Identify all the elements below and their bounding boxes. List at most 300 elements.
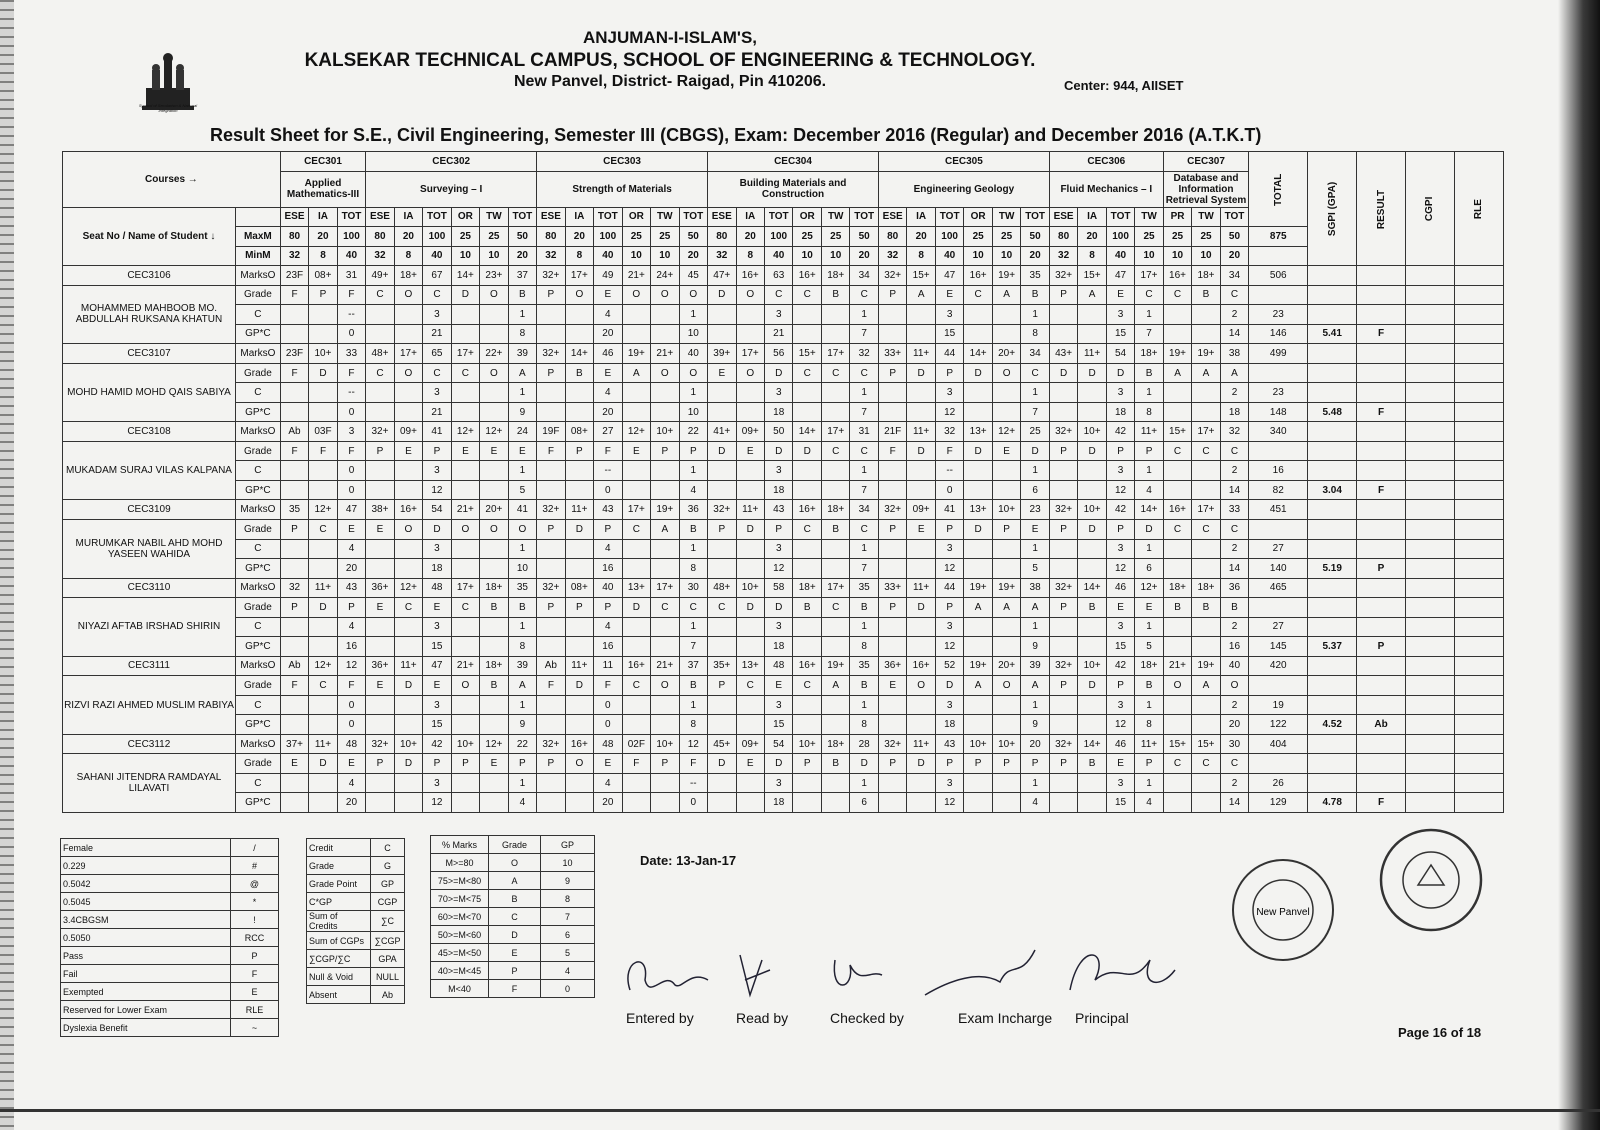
mark-cell: 23 — [1021, 500, 1049, 520]
mark-cell: D — [708, 441, 736, 461]
blank-cell — [1357, 695, 1406, 715]
row-label: Grade — [235, 754, 280, 774]
mark-cell: 32 — [850, 344, 878, 364]
blank-cell — [1308, 422, 1357, 442]
mark-cell — [992, 461, 1020, 481]
mark-cell: E — [280, 754, 308, 774]
mark-cell: E — [708, 363, 736, 383]
mark-cell — [1078, 305, 1106, 325]
mark-cell — [480, 324, 508, 344]
mark-cell — [309, 480, 337, 500]
course-name: Engineering Geology — [878, 171, 1049, 207]
mark-cell: 10+ — [1078, 422, 1106, 442]
mark-cell: 13+ — [622, 578, 650, 598]
blank-cell — [1405, 578, 1454, 598]
blank-cell — [1357, 520, 1406, 540]
mark-cell — [651, 539, 679, 559]
sub-header: OR — [622, 207, 650, 227]
mark-cell: B — [1135, 363, 1163, 383]
sub-header: TOT — [935, 207, 963, 227]
mark-cell: 38+ — [366, 500, 394, 520]
mark-cell — [736, 715, 764, 735]
mark-cell: 10+ — [451, 734, 479, 754]
mark-cell: 3 — [337, 422, 365, 442]
mark-cell: 18+ — [821, 266, 849, 286]
mark-cell: 1 — [508, 539, 536, 559]
mark-cell: 22+ — [480, 344, 508, 364]
mark-cell: E — [1106, 598, 1134, 618]
mark-cell — [736, 480, 764, 500]
mark-cell: 0 — [337, 715, 365, 735]
mark-cell — [451, 480, 479, 500]
mark-cell: 14+ — [1078, 734, 1106, 754]
mark-cell: 32+ — [537, 344, 565, 364]
mark-cell — [708, 617, 736, 637]
extra-header: CGPI — [1405, 152, 1454, 266]
mark-cell: 23F — [280, 344, 308, 364]
mark-cell: 40 — [594, 578, 622, 598]
mark-cell: 14 — [1220, 324, 1248, 344]
mark-cell: 1 — [1135, 461, 1163, 481]
mark-cell: 18 — [935, 715, 963, 735]
rle-value — [1454, 402, 1503, 422]
mark-cell — [878, 617, 906, 637]
mark-cell: 12+ — [309, 656, 337, 676]
mark-cell: P — [280, 598, 308, 618]
sub-header: OR — [964, 207, 992, 227]
mark-cell: 08+ — [309, 266, 337, 286]
mark-cell: 34 — [850, 500, 878, 520]
seat-label: Seat No / Name of Student ↓ — [63, 207, 236, 266]
mark-cell: O — [992, 676, 1020, 696]
mark-cell: P — [878, 363, 906, 383]
mark-cell — [537, 539, 565, 559]
mark-cell: 16+ — [1163, 500, 1191, 520]
mark-cell: C — [622, 520, 650, 540]
mark-cell: 15 — [423, 637, 451, 657]
mark-cell — [1192, 305, 1220, 325]
mark-cell: 1 — [1021, 773, 1049, 793]
mark-cell: F — [309, 441, 337, 461]
mark-cell: C — [793, 520, 821, 540]
legend-symbol: CGP — [371, 893, 405, 911]
legend-symbol: G — [371, 857, 405, 875]
grade-scale-cell: 40>=M<45 — [431, 962, 489, 980]
mark-cell: 404 — [1249, 734, 1308, 754]
mark-cell: 2 — [1220, 617, 1248, 637]
mark-cell — [537, 383, 565, 403]
min-mark: 40 — [1106, 246, 1134, 266]
mark-cell: 1 — [1135, 773, 1163, 793]
max-mark: 100 — [423, 227, 451, 247]
min-mark: 8 — [309, 246, 337, 266]
max-mark: 25 — [1163, 227, 1191, 247]
blank-cell — [1454, 305, 1503, 325]
mark-cell: 19 — [1249, 695, 1308, 715]
mark-cell: 0 — [594, 695, 622, 715]
mark-cell — [1163, 480, 1191, 500]
mark-cell — [1192, 383, 1220, 403]
legend-term: 0.5042 — [61, 875, 231, 893]
mark-cell: C — [1192, 754, 1220, 774]
mark-cell — [565, 559, 593, 579]
legend-symbol: ∑C — [371, 911, 405, 932]
mark-cell: 148 — [1249, 402, 1308, 422]
mark-cell: 3 — [765, 305, 793, 325]
mark-cell — [309, 559, 337, 579]
mark-cell: 38 — [1021, 578, 1049, 598]
sgpi-value: 5.48 — [1308, 402, 1357, 422]
blank-cell — [1405, 461, 1454, 481]
mark-cell — [736, 383, 764, 403]
min-mark: 32 — [708, 246, 736, 266]
mark-cell — [565, 402, 593, 422]
blank-cell — [1357, 754, 1406, 774]
mark-cell: D — [309, 363, 337, 383]
mark-cell: C — [736, 676, 764, 696]
mark-cell — [878, 324, 906, 344]
mark-cell — [537, 305, 565, 325]
mark-cell: E — [366, 598, 394, 618]
mark-cell: C — [1192, 520, 1220, 540]
sub-header: TOT — [508, 207, 536, 227]
mark-cell: 0 — [337, 695, 365, 715]
mark-cell: 15 — [423, 715, 451, 735]
mark-cell: 0 — [337, 480, 365, 500]
mark-cell: 35+ — [708, 656, 736, 676]
blank-cell — [1308, 695, 1357, 715]
mark-cell: 11+ — [907, 734, 935, 754]
mark-cell — [651, 773, 679, 793]
course-name: Surveying – I — [366, 171, 537, 207]
min-mark: 10 — [992, 246, 1020, 266]
student-name: NIYAZI AFTAB IRSHAD SHIRIN — [63, 598, 236, 657]
mark-cell: 17+ — [394, 344, 422, 364]
mark-cell: 15 — [765, 715, 793, 735]
min-mark: 8 — [565, 246, 593, 266]
mark-cell — [280, 559, 308, 579]
mark-cell — [651, 305, 679, 325]
student-name: MUKADAM SURAJ VILAS KALPANA — [63, 441, 236, 500]
mark-cell: 41 — [423, 422, 451, 442]
mark-cell: 09+ — [907, 500, 935, 520]
mark-cell — [992, 617, 1020, 637]
mark-cell — [793, 559, 821, 579]
mark-cell: 42 — [1106, 422, 1134, 442]
grade-scale-cell: F — [489, 980, 541, 998]
scan-shadow — [1558, 0, 1600, 1130]
mark-cell: A — [651, 520, 679, 540]
mark-cell: D — [394, 676, 422, 696]
mark-cell: E — [423, 598, 451, 618]
mark-cell: 3 — [935, 383, 963, 403]
row-label: Grade — [235, 676, 280, 696]
mark-cell: C — [1163, 441, 1191, 461]
mark-cell: 21 — [765, 324, 793, 344]
max-mark: 20 — [736, 227, 764, 247]
mark-cell — [537, 773, 565, 793]
sub-header: TW — [651, 207, 679, 227]
mark-cell: 02F — [622, 734, 650, 754]
mark-cell — [451, 324, 479, 344]
mark-cell — [537, 480, 565, 500]
mark-cell: 11+ — [907, 422, 935, 442]
mark-cell: D — [765, 441, 793, 461]
mark-cell: D — [309, 598, 337, 618]
student-name: MOHD HAMID MOHD QAIS SABIYA — [63, 363, 236, 422]
page-number: Page 16 of 18 — [1398, 1025, 1482, 1040]
mark-cell: P — [537, 363, 565, 383]
mark-cell: 16 — [1249, 461, 1308, 481]
checked-by-label: Checked by — [830, 1010, 904, 1026]
mark-cell: 47 — [935, 266, 963, 286]
mark-cell: D — [1049, 363, 1077, 383]
legend-symbol: * — [231, 893, 279, 911]
mark-cell — [651, 715, 679, 735]
mark-cell: 52 — [935, 656, 963, 676]
legend-symbol: RLE — [231, 1001, 279, 1019]
mark-cell — [622, 793, 650, 813]
mark-cell — [964, 715, 992, 735]
mark-cell: 39 — [508, 656, 536, 676]
mark-cell — [821, 773, 849, 793]
mark-cell: 17+ — [651, 578, 679, 598]
grade-scale-cell: P — [489, 962, 541, 980]
mark-cell — [565, 773, 593, 793]
seat-number: CEC3111 — [63, 656, 236, 676]
blank-cell — [1454, 734, 1503, 754]
blank-cell — [1454, 695, 1503, 715]
mark-cell: 35 — [850, 656, 878, 676]
mark-cell — [907, 539, 935, 559]
mark-cell: A — [1021, 676, 1049, 696]
mark-cell: 4 — [679, 480, 707, 500]
mark-cell: P — [1135, 754, 1163, 774]
mark-cell — [736, 461, 764, 481]
mark-cell: 19+ — [992, 266, 1020, 286]
mark-cell: 43 — [594, 500, 622, 520]
mark-cell — [280, 383, 308, 403]
mark-cell: P — [765, 520, 793, 540]
mark-cell: 32+ — [878, 500, 906, 520]
legend-symbol: ~ — [231, 1019, 279, 1037]
mark-cell — [622, 715, 650, 735]
mark-cell: A — [1163, 363, 1191, 383]
mark-cell — [622, 383, 650, 403]
max-mark: 50 — [508, 227, 536, 247]
mark-cell: C — [1220, 520, 1248, 540]
min-mark: 20 — [508, 246, 536, 266]
campus-name: KALSEKAR TECHNICAL CAMPUS, SCHOOL OF ENGINEERING & TECHNOLOGY. — [304, 50, 1036, 71]
mark-cell: 16+ — [736, 266, 764, 286]
mark-cell — [1078, 773, 1106, 793]
result-value: Ab — [1357, 715, 1406, 735]
mark-cell: O — [508, 520, 536, 540]
mark-cell: 31 — [850, 422, 878, 442]
blank-cell — [1454, 500, 1503, 520]
blank-cell — [1454, 422, 1503, 442]
mark-cell — [708, 695, 736, 715]
mark-cell: P — [537, 520, 565, 540]
mark-cell: O — [451, 676, 479, 696]
mark-cell — [793, 773, 821, 793]
mark-cell: P — [565, 598, 593, 618]
mark-cell: C — [964, 285, 992, 305]
mark-cell: 27 — [1249, 617, 1308, 637]
mark-cell: 32 — [280, 578, 308, 598]
sub-header: IA — [309, 207, 337, 227]
mark-cell: 36 — [1220, 578, 1248, 598]
mark-cell: B — [850, 676, 878, 696]
sub-header: TW — [1135, 207, 1163, 227]
mark-cell: 1 — [850, 773, 878, 793]
legend-term: Sum of Credits — [307, 911, 371, 932]
mark-cell: 19+ — [992, 578, 1020, 598]
mark-cell: 12+ — [480, 734, 508, 754]
mark-cell: F — [280, 363, 308, 383]
mark-cell: E — [622, 441, 650, 461]
course-name: Database and Information Retrieval System — [1163, 171, 1248, 207]
blank-cell — [1308, 285, 1357, 305]
mark-cell: 09+ — [394, 422, 422, 442]
mark-cell — [1049, 559, 1077, 579]
mark-cell — [451, 715, 479, 735]
rle-value — [1454, 793, 1503, 813]
mark-cell: 17+ — [1135, 266, 1163, 286]
mark-cell — [565, 695, 593, 715]
sub-header: TW — [480, 207, 508, 227]
row-label: MarksO — [235, 266, 280, 286]
mark-cell: 3 — [1106, 461, 1134, 481]
mark-cell: 10+ — [1078, 500, 1106, 520]
mark-cell — [651, 383, 679, 403]
mark-cell — [907, 637, 935, 657]
min-mark: 8 — [1078, 246, 1106, 266]
center-code: Center: 944, AIISET — [1064, 78, 1184, 93]
max-mark: 80 — [708, 227, 736, 247]
mark-cell: 6 — [1135, 559, 1163, 579]
max-mark: 80 — [1049, 227, 1077, 247]
mark-cell: 13+ — [964, 500, 992, 520]
blank-cell — [1454, 344, 1503, 364]
legend-symbol: # — [231, 857, 279, 875]
mark-cell: P — [1049, 285, 1077, 305]
grade-scale-cell: E — [489, 944, 541, 962]
max-mark: 20 — [394, 227, 422, 247]
mark-cell — [280, 617, 308, 637]
grade-scale-header: GP — [541, 836, 595, 854]
mark-cell: O — [736, 285, 764, 305]
mark-cell — [793, 793, 821, 813]
entered-by-label: Entered by — [626, 1010, 694, 1026]
mark-cell: 48 — [765, 656, 793, 676]
mark-cell: 18 — [765, 637, 793, 657]
mark-cell — [1049, 402, 1077, 422]
mark-cell: 14+ — [451, 266, 479, 286]
grade-scale-cell: M<40 — [431, 980, 489, 998]
mark-cell: 11+ — [394, 656, 422, 676]
min-mark: 40 — [765, 246, 793, 266]
mark-cell: 39 — [508, 344, 536, 364]
mark-cell — [992, 715, 1020, 735]
mark-cell: 12+ — [309, 500, 337, 520]
course-name: Building Materials and Construction — [708, 171, 879, 207]
blank-cell — [1308, 617, 1357, 637]
mark-cell: 17+ — [1192, 422, 1220, 442]
mark-cell: 32+ — [537, 500, 565, 520]
mark-cell — [394, 715, 422, 735]
mark-cell: E — [480, 441, 508, 461]
mark-cell — [366, 461, 394, 481]
mark-cell: 44 — [935, 344, 963, 364]
mark-cell: 0 — [679, 793, 707, 813]
legend-symbol: Ab — [371, 986, 405, 1004]
mark-cell — [708, 402, 736, 422]
mark-cell: 10+ — [736, 578, 764, 598]
mark-cell — [793, 637, 821, 657]
max-mark: 25 — [651, 227, 679, 247]
stamp-text: New Panvel — [1256, 907, 1310, 918]
mark-cell: E — [878, 676, 906, 696]
mark-cell: 20+ — [480, 500, 508, 520]
mark-cell: P — [992, 520, 1020, 540]
table-row — [63, 363, 1504, 383]
mark-cell — [992, 695, 1020, 715]
mark-cell: A — [1021, 598, 1049, 618]
mark-cell — [480, 793, 508, 813]
mark-cell: 10+ — [964, 734, 992, 754]
mark-cell: 27 — [1249, 539, 1308, 559]
mark-cell — [1249, 285, 1308, 305]
mark-cell: 7 — [850, 559, 878, 579]
mark-cell: C — [850, 285, 878, 305]
mark-cell: 32+ — [1049, 656, 1077, 676]
university-stamp — [1376, 825, 1486, 935]
mark-cell — [793, 480, 821, 500]
blank-cell — [1454, 441, 1503, 461]
max-mark: 25 — [480, 227, 508, 247]
mark-cell — [366, 695, 394, 715]
sub-header: IA — [907, 207, 935, 227]
mark-cell: P — [594, 598, 622, 618]
mark-cell: O — [1220, 676, 1248, 696]
blank-cell — [1308, 383, 1357, 403]
mark-cell: P — [708, 520, 736, 540]
sub-header: TW — [992, 207, 1020, 227]
mark-cell — [1078, 559, 1106, 579]
mark-cell — [537, 559, 565, 579]
mark-cell: O — [394, 520, 422, 540]
mark-cell — [878, 402, 906, 422]
result-value: F — [1357, 402, 1406, 422]
legend-symbol: ! — [231, 911, 279, 929]
mark-cell: 08+ — [565, 422, 593, 442]
course-code: CEC306 — [1049, 152, 1163, 172]
mark-cell: 10 — [508, 559, 536, 579]
max-mark: 80 — [280, 227, 308, 247]
mark-cell — [366, 793, 394, 813]
mark-cell — [651, 695, 679, 715]
mark-cell — [907, 305, 935, 325]
mark-cell: A — [992, 285, 1020, 305]
mark-cell: F — [280, 441, 308, 461]
mark-cell: E — [765, 676, 793, 696]
mark-cell — [1249, 598, 1308, 618]
mark-cell: C — [765, 285, 793, 305]
extra-header: RESULT — [1357, 152, 1406, 266]
mark-cell — [480, 539, 508, 559]
mark-cell — [394, 793, 422, 813]
